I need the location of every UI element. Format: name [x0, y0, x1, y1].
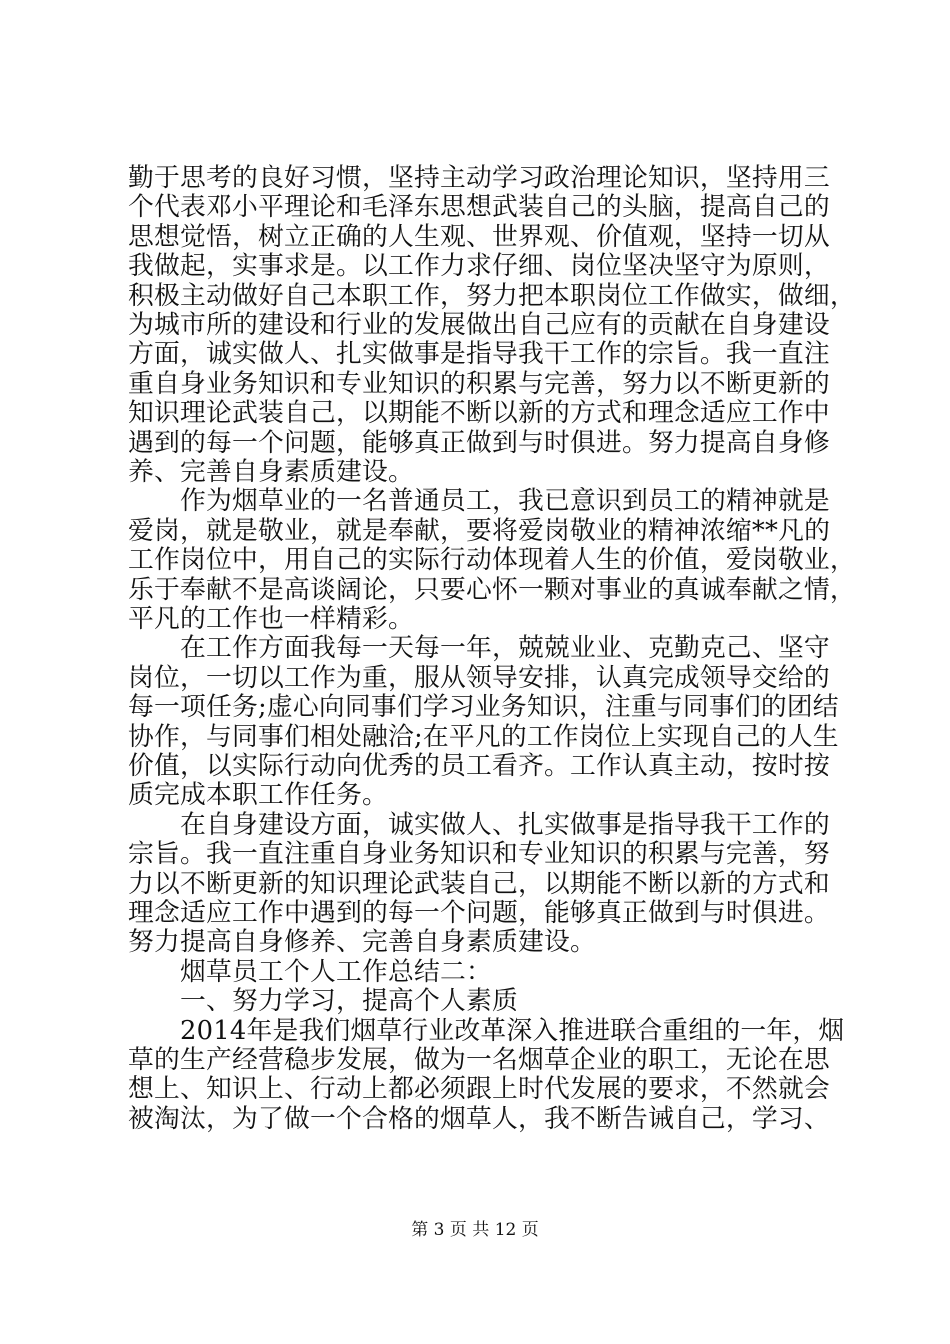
text-line: 个代表邓小平理论和毛泽东思想武装自己的头脑，提高自己的 [128, 192, 830, 223]
section-heading: 烟草员工个人工作总结二： [180, 956, 492, 987]
text-line: 我做起，实事求是。以工作力求仔细、岗位坚决坚守为原则， [128, 251, 830, 282]
text-line: 知识理论武装自己，以期能不断以新的方式和理念适应工作中 [128, 398, 830, 429]
paragraph-start-line: 在工作方面我每一天每一年，兢兢业业、克勤克己、坚守 [180, 633, 830, 664]
text-line: 重自身业务知识和专业知识的积累与完善，努力以不断更新的 [128, 368, 830, 399]
text-line: 协作，与同事们相处融洽;在平凡的工作岗位上实现自己的人生 [128, 721, 839, 752]
text-line: 努力提高自身修养、完善自身素质建设。 [128, 927, 596, 958]
text-line: 勤于思考的良好习惯，坚持主动学习政治理论知识，坚持用三 [128, 163, 830, 193]
text-line: 草的生产经营稳步发展，做为一名烟草企业的职工，无论在思 [128, 1045, 830, 1075]
text-line: 爱岗，就是敬业，就是奉献，要将爱岗敬业的精神浓缩**凡的 [128, 515, 831, 546]
paragraph-start-line: 作为烟草业的一名普通员工，我已意识到员工的精神就是 [180, 486, 830, 517]
text-line: 想上、知识上、行动上都必须跟上时代发展的要求，不然就会 [128, 1074, 830, 1105]
text-line: 乐于奉献不是高谈阔论，只要心怀一颗对事业的真诚奉献之情， [128, 574, 856, 605]
text-line: 积极主动做好自己本职工作，努力把本职岗位工作做实，做细， [128, 280, 856, 311]
text-line: 为城市所的建设和行业的发展做出自己应有的贡献在自身建设 [128, 310, 830, 340]
text-line: 被淘汰，为了做一个合格的烟草人，我不断告诫自己，学习、 [128, 1103, 830, 1134]
text-line: 平凡的工作也一样精彩。 [128, 604, 414, 634]
page-number-footer: 第 3 页 共 12 页 [411, 1220, 539, 1240]
text-line: 思想觉悟，树立正确的人生观、世界观、价值观，坚持一切从 [128, 221, 830, 252]
text-line: 质完成本职工作任务。 [128, 780, 388, 811]
text-line: 力以不断更新的知识理论武装自己，以期能不断以新的方式和 [128, 868, 830, 899]
text-line: 遇到的每一个问题，能够真正做到与时俱进。努力提高自身修 [128, 427, 830, 458]
text-line: 价值，以实际行动向优秀的员工看齐。工作认真主动，按时按 [128, 751, 830, 781]
text-line: 工作岗位中，用自己的实际行动体现着人生的价值，爱岗敬业， [128, 545, 856, 576]
paragraph-start-line: 在自身建设方面，诚实做人、扎实做事是指导我干工作的 [180, 809, 830, 840]
subsection-heading: 一、努力学习，提高个人素质 [180, 986, 518, 1017]
text-line: 岗位，一切以工作为重，服从领导安排，认真完成领导交给的 [128, 662, 830, 693]
text-line: 理念适应工作中遇到的每一个问题，能够真正做到与时俱进。 [128, 898, 830, 928]
text-line: 宗旨。我一直注重自身业务知识和专业知识的积累与完善，努 [128, 839, 830, 870]
text-line: 每一项任务;虚心向同事们学习业务知识，注重与同事们的团结 [128, 692, 839, 723]
paragraph-start-line: 2014年是我们烟草行业改革深入推进联合重组的一年，烟 [180, 1015, 845, 1046]
text-line: 方面，诚实做人、扎实做事是指导我干工作的宗旨。我一直注 [128, 339, 830, 370]
text-line: 养、完善自身素质建设。 [128, 457, 414, 487]
